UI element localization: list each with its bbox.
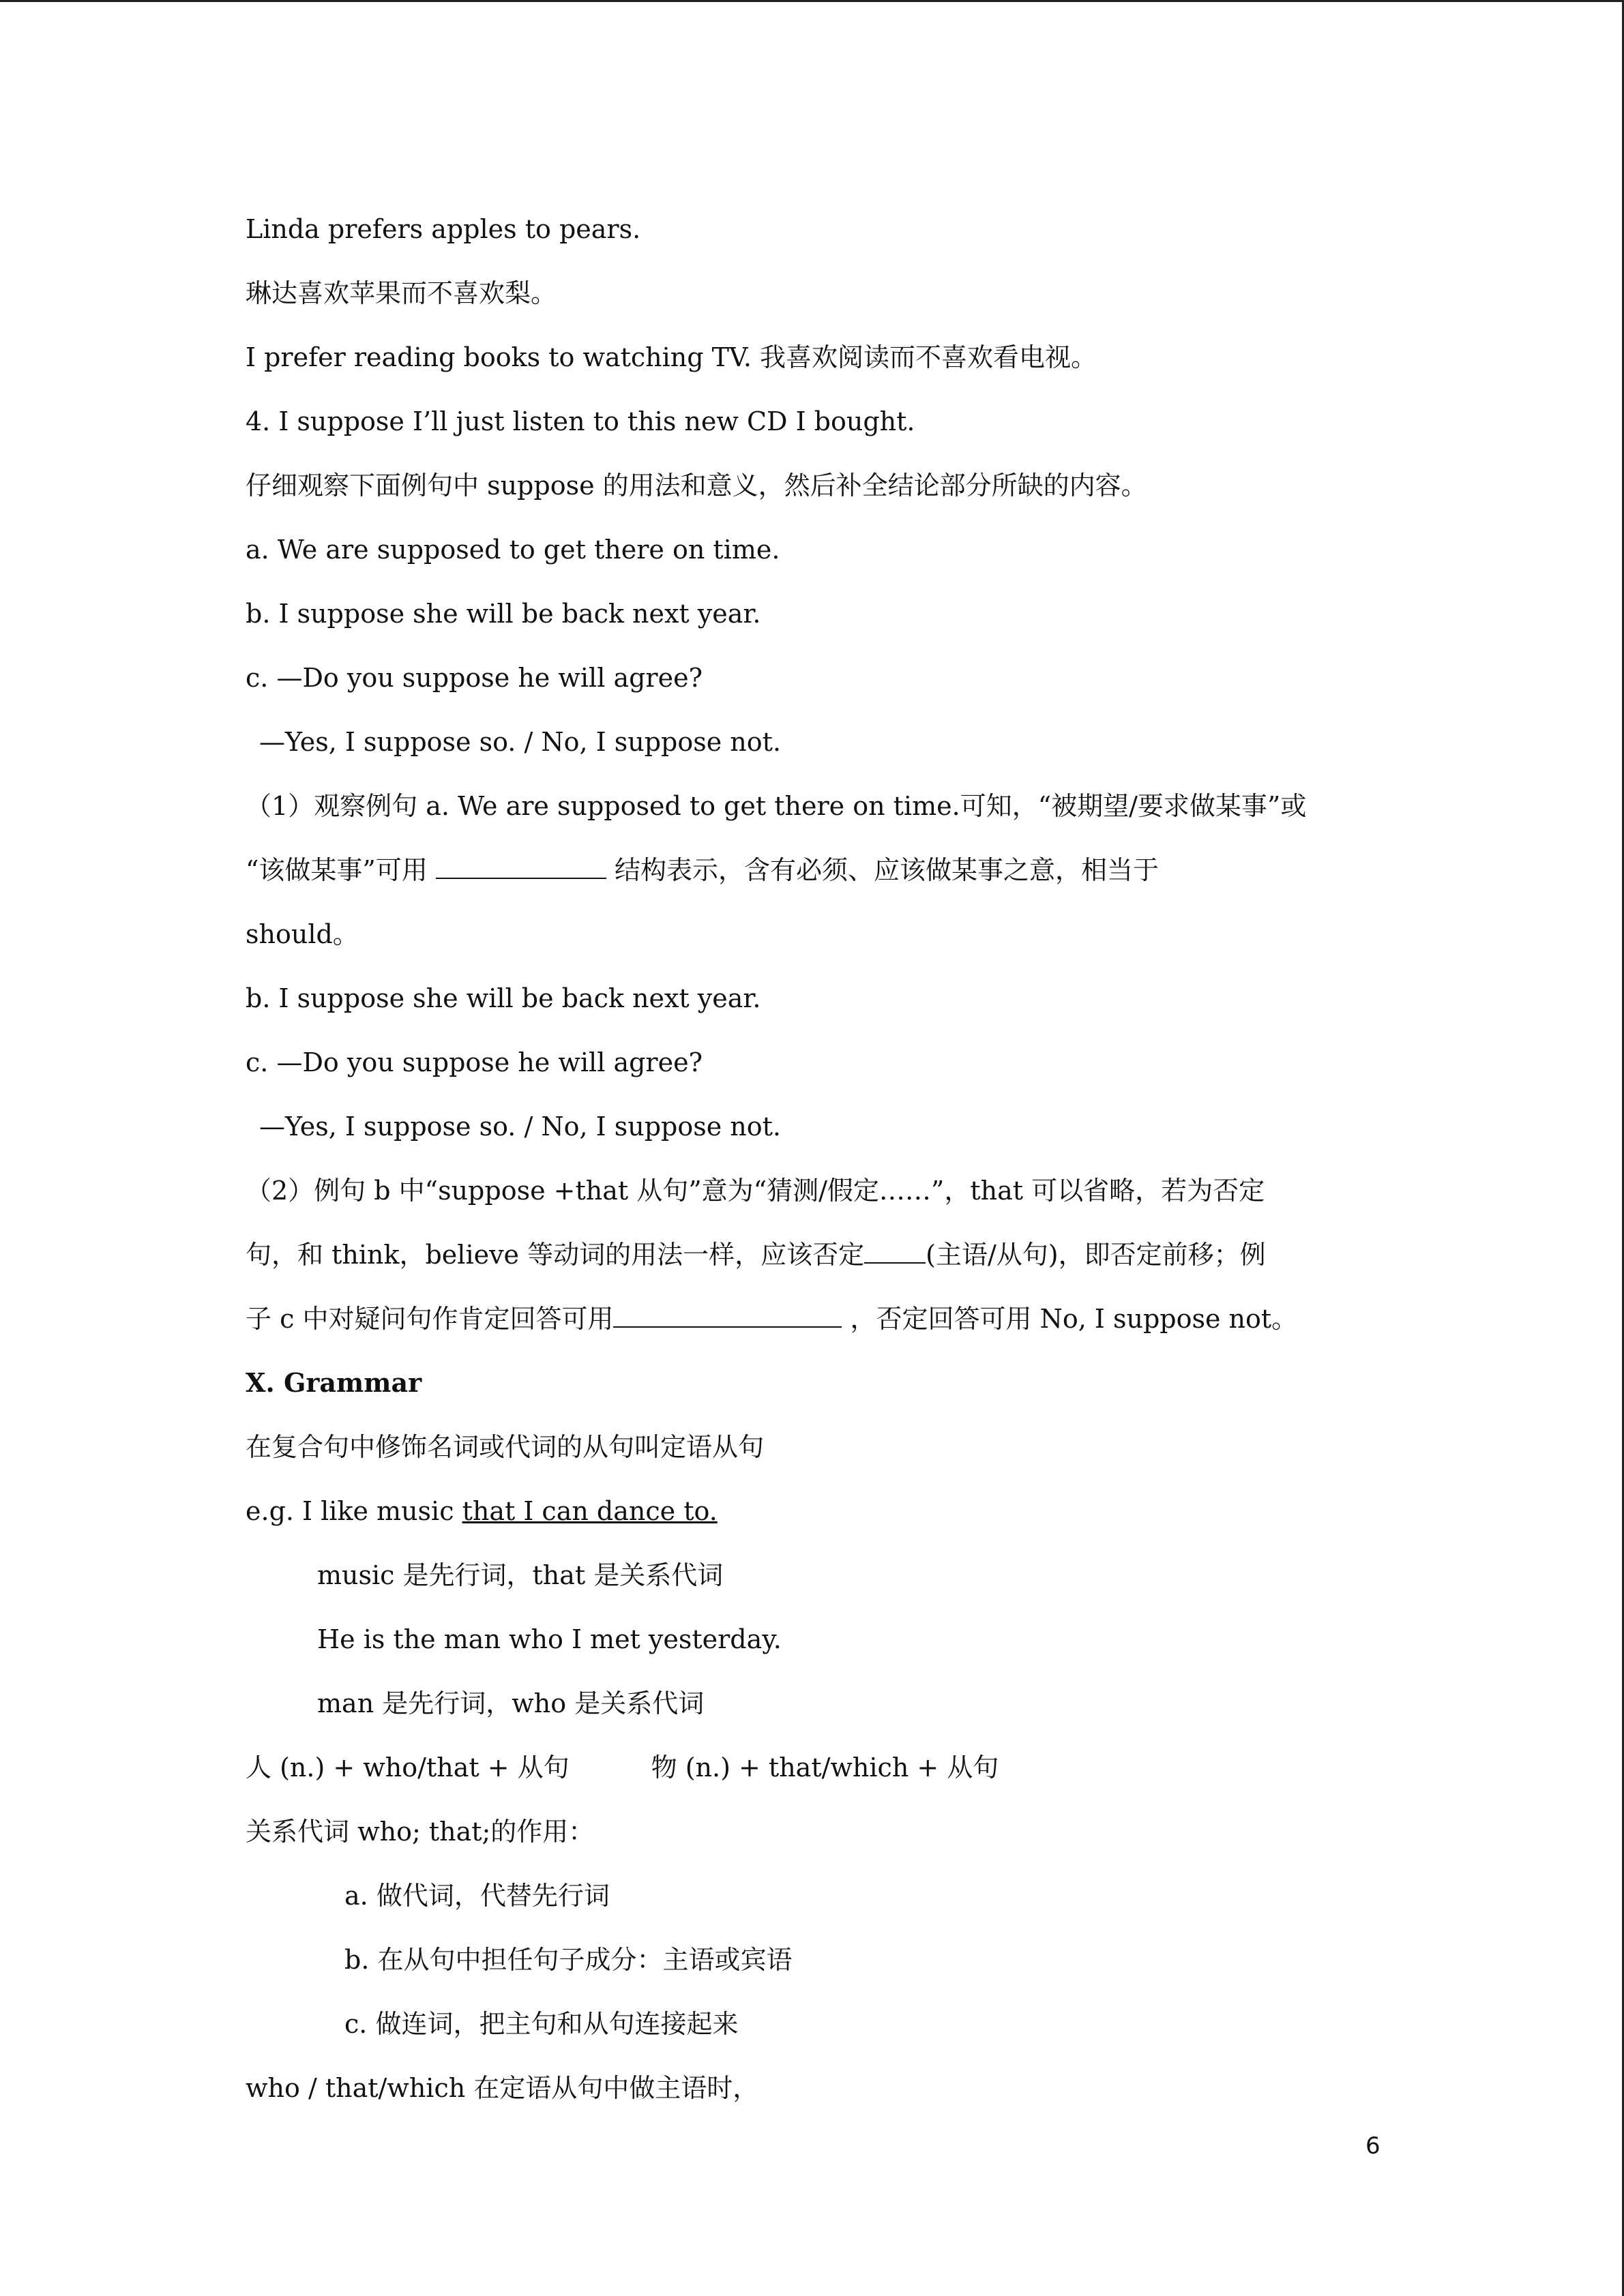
page-number: 6: [1365, 2132, 1381, 2160]
rule: who / that/which 在定语从句中做主语时，: [246, 2073, 759, 2103]
explanation: （1）观察例句 a. We are supposed to get there on time.可知，“被期望/要求做某事”或: [246, 791, 1307, 821]
rule-heading: 关系代词 who; that;的作用：: [246, 1817, 595, 1847]
instruction: 仔细观察下面例句中 suppose 的用法和意义，然后补全结论部分所缺的内容。: [246, 471, 1147, 501]
translation: 琳达喜欢苹果而不喜欢梨。: [246, 278, 557, 308]
explanation: should。: [246, 919, 359, 949]
explanation-text: (主语/从句)，即否定前移；例: [926, 1240, 1266, 1270]
document-body: [246, 209, 1419, 2132]
explanation: [246, 850, 1419, 914]
explanation-text: 结构表示，含有必须、应该做某事之意，相当于: [606, 855, 1160, 885]
example-sentence: I prefer reading books to watching TV. 我喜欢阅读而不喜欢看电视。: [246, 342, 1097, 372]
rule-thing: 物 (n.) + that/which + 从句: [651, 1753, 999, 1783]
example-sentence: Linda prefers apples to pears.: [246, 214, 641, 244]
example-sentence: —Yes, I suppose so. / No, I suppose not.: [259, 727, 781, 757]
fill-blank[interactable]: [436, 850, 606, 879]
explanation-text: ，否定回答可用 No, I suppose not。: [842, 1304, 1298, 1334]
note: music 是先行词，that 是关系代词: [317, 1560, 724, 1590]
rule: [246, 1747, 1419, 1811]
explanation: [246, 1234, 1419, 1298]
example-sentence: He is the man who I met yesterday.: [317, 1624, 782, 1654]
example-sentence: a. We are supposed to get there on time.: [246, 535, 780, 565]
example-sentence: c. —Do you suppose he will agree?: [246, 663, 703, 693]
example-prefix: e.g. I like music: [246, 1496, 462, 1526]
section-heading: X. Grammar: [246, 1367, 422, 1398]
underlined-clause: that I can dance to.: [462, 1496, 718, 1526]
rule-person: 人 (n.) + who/that + 从句: [246, 1753, 570, 1783]
explanation-text: 句，和 think，believe 等动词的用法一样，应该否定: [246, 1240, 865, 1270]
note: man 是先行词，who 是关系代词: [317, 1688, 705, 1718]
explanation: （2）例句 b 中“suppose +that 从句”意为“猜测/假定……”，that 可以省略，若为否定: [246, 1176, 1265, 1206]
definition: 在复合句中修饰名词或代词的从句叫定语从句: [246, 1432, 765, 1462]
rule-item: c. 做连词，把主句和从句连接起来: [344, 2009, 739, 2039]
explanation-text: “该做某事”可用: [246, 855, 436, 885]
page-border-top: [0, 0, 1624, 2]
example-sentence: c. —Do you suppose he will agree?: [246, 1047, 703, 1077]
example-sentence: —Yes, I suppose so. / No, I suppose not.: [259, 1112, 781, 1142]
explanation-text: 子 c 中对疑问句作肯定回答可用: [246, 1304, 614, 1334]
explanation: [246, 1298, 1419, 1362]
rule-item: b. 在从句中担任句子成分：主语或宾语: [344, 1945, 793, 1975]
item-heading: 4. I suppose I’ll just listen to this new CD I bought.: [246, 406, 915, 436]
example-sentence: [246, 1491, 1419, 1555]
rule-item: a. 做代词，代替先行词: [344, 1881, 610, 1911]
fill-blank[interactable]: [864, 1235, 926, 1264]
example-sentence: b. I suppose she will be back next year.: [246, 983, 761, 1013]
fill-blank[interactable]: [613, 1299, 842, 1328]
example-sentence: b. I suppose she will be back next year.: [246, 599, 761, 629]
